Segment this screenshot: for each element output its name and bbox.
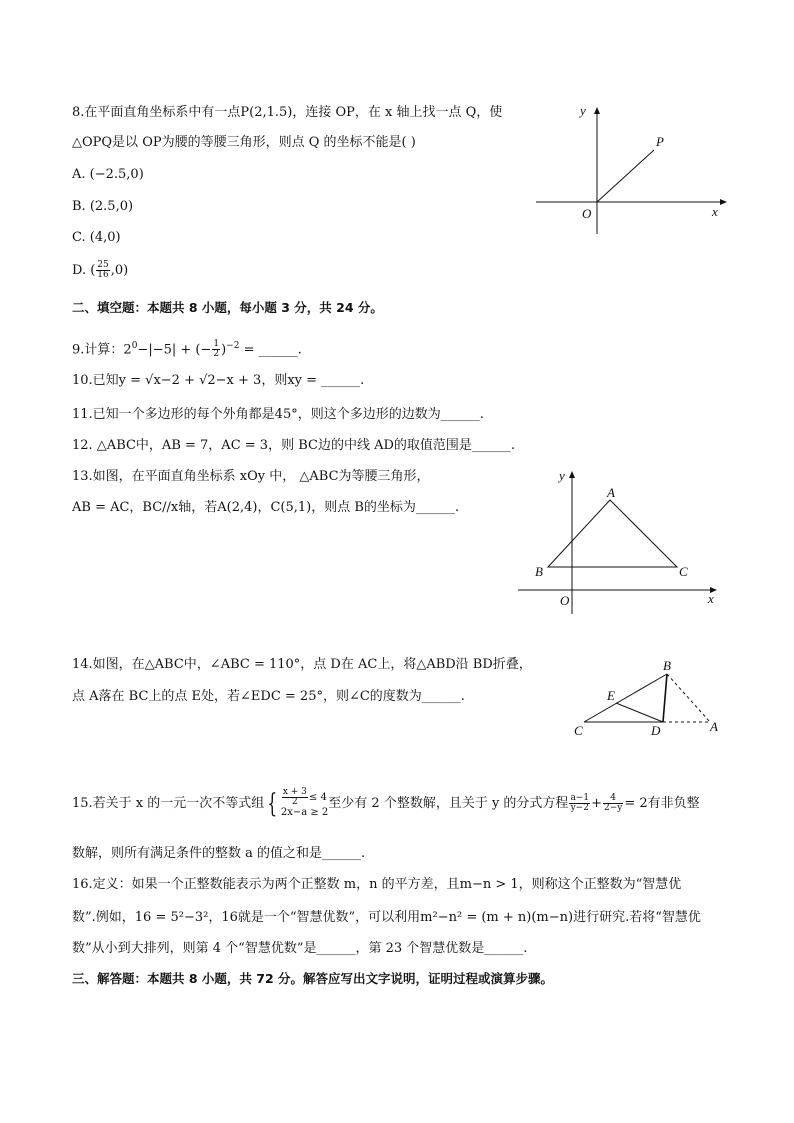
q12: 12. △ABC中，AB = 7，AC = 3，则 BC边的中线 AD的取值范围是______. [72,438,516,453]
q8-label-o: O [582,206,592,221]
q14-label-b: B [663,658,671,673]
q9-frac-den: 2 [213,349,220,360]
q8-option-d-fraction [96,261,109,280]
q13-figure-svg [514,466,724,616]
q14-label-c: C [574,723,583,738]
q14-segment-bd [663,674,667,722]
q15-mid: 至少有 2 个整数解，且关于 y 的分式方程 [328,796,569,811]
q8-y-arrow [594,107,600,114]
q9-fraction [212,340,220,359]
q9-exp0: 0 [131,341,138,351]
q9 [72,337,302,359]
q8-x-arrow [720,199,727,205]
q14-segment-ba-dashed [667,674,710,722]
section3-heading: 三、解答题：本题共 8 小题，共 72 分。解答应写出文字说明，证明过程或演算步骤。 [72,971,554,986]
q8-option-d-num: 25 [97,260,109,270]
q15-f1 [569,794,590,813]
q8-segment-op [597,150,654,202]
q8-option-d-den: 16 [97,270,109,280]
q15-line1 [72,788,700,818]
q14-segment-cb [584,674,667,722]
q15-ineq1-rel: ≤ 4 [308,792,327,803]
q9-exp2: −2 [226,341,240,351]
q15-eq: = 2有非负整 [624,796,700,811]
q14-line2: 点 A落在 BC上的点 E处，若∠EDC = 25°，则∠C的度数为______. [72,689,465,704]
q8-option-b: B. (2.5,0) [72,199,134,214]
q14-segment-ed [616,703,663,722]
q13-figure [514,466,724,616]
q15-ineq1 [281,788,328,807]
q14-label-a: A [710,719,718,734]
q14-line1: 14.如图，在△ABC中，∠ABC = 110°，点 D在 AC上，将△ABD沿 BD折叠， [72,657,532,672]
section2-heading: 二、填空题：本题共 8 小题，每小题 3 分，共 24 分。 [72,300,383,315]
q8-line2: △OPQ是以 OP为腰的等腰三角形，则点 Q 的坐标不能是( ) [72,135,416,150]
q13-y-arrow [569,471,575,478]
q16-line2: 数”.例如，16 = 5²−3²，16就是一个“智慧优数”，可以利用m²−n² = (m + n)(m−n)进行研究.若将“智慧优 [72,910,701,925]
q15-system [281,788,328,819]
q14-label-e: E [607,688,615,703]
q10: 10.已知y = √x−2 + √2−x + 3，则xy = ______. [72,373,365,388]
q15-f2-num: 4 [603,794,623,804]
q13-label-x: x [708,591,714,606]
q8-option-d [72,261,128,280]
q8-figure [530,100,730,240]
q8-line1: 8.在平面直角坐标系中有一点P(2,1.5)，连接 OP，在 x 轴上找一点 Q，使 [72,105,503,120]
q15-prefix: 15.若关于 x 的一元一次不等式组 [72,796,265,811]
q15-f1-num: a−1 [570,793,590,803]
q9-mid: −|−5| + (− [137,342,212,358]
q15-plus: + [591,796,602,811]
q13-line2: AB = AC，BC//x轴，若A(2,4)，C(5,1)，则点 B的坐标为______. [72,500,460,515]
q8-option-c: C. (4,0) [72,230,121,245]
q9-frac-num: 1 [213,339,220,350]
q13-label-y: y [559,468,565,483]
q15-ineq2: 2x−a ≥ 2 [280,807,329,818]
q14-figure [570,656,730,746]
q15-ineq1-fraction [282,788,308,807]
q14-figure-svg [570,656,730,746]
q16-line1: 16.定义：如果一个正整数能表示为两个正整数 m，n 的平方差，且m−n > 1，则称这个正整数为“智慧优 [72,877,682,892]
q15-brace: { [267,788,278,819]
q9-suffix: = ______. [239,342,302,358]
q13-label-a: A [607,485,615,500]
q8-option-d-prefix: D. ( [72,263,96,278]
q15-f2 [603,794,623,813]
q8-label-y: y [580,103,586,118]
q9-close: ) [221,342,227,358]
q13-label-c: C [679,564,688,579]
q13-label-o: O [560,593,570,608]
q15-line2: 数解，则所有满足条件的整数 a 的值之和是______. [72,846,366,861]
q13-triangle-abc [548,500,677,567]
q11: 11.已知一个多边形的每个外角都是45°，则这个多边形的边数为______. [72,407,484,422]
q15-ineq1-num: x + 3 [282,787,307,797]
q8-label-p: P [656,134,664,149]
q13-label-b: B [535,564,543,579]
q15-f2-den: 2−y [603,803,623,813]
q15-f1-den: y−2 [570,803,589,813]
q9-prefix: 9.计算：2 [72,342,132,358]
q8-option-a: A. (−2.5,0) [72,167,144,182]
q8-label-x: x [712,204,718,219]
q16-line3: 数”从小到大排列，则第 4 个“智慧优数”是______，第 23 个智慧优数是______. [72,941,528,956]
q8-option-d-suffix: ,0) [110,263,129,278]
q8-figure-svg [530,100,730,240]
q14-label-d: D [651,723,661,738]
q13-line1: 13.如图，在平面直角坐标系 xOy 中， △ABC为等腰三角形， [72,469,430,484]
q15-ineq1-den: 2 [292,797,298,807]
